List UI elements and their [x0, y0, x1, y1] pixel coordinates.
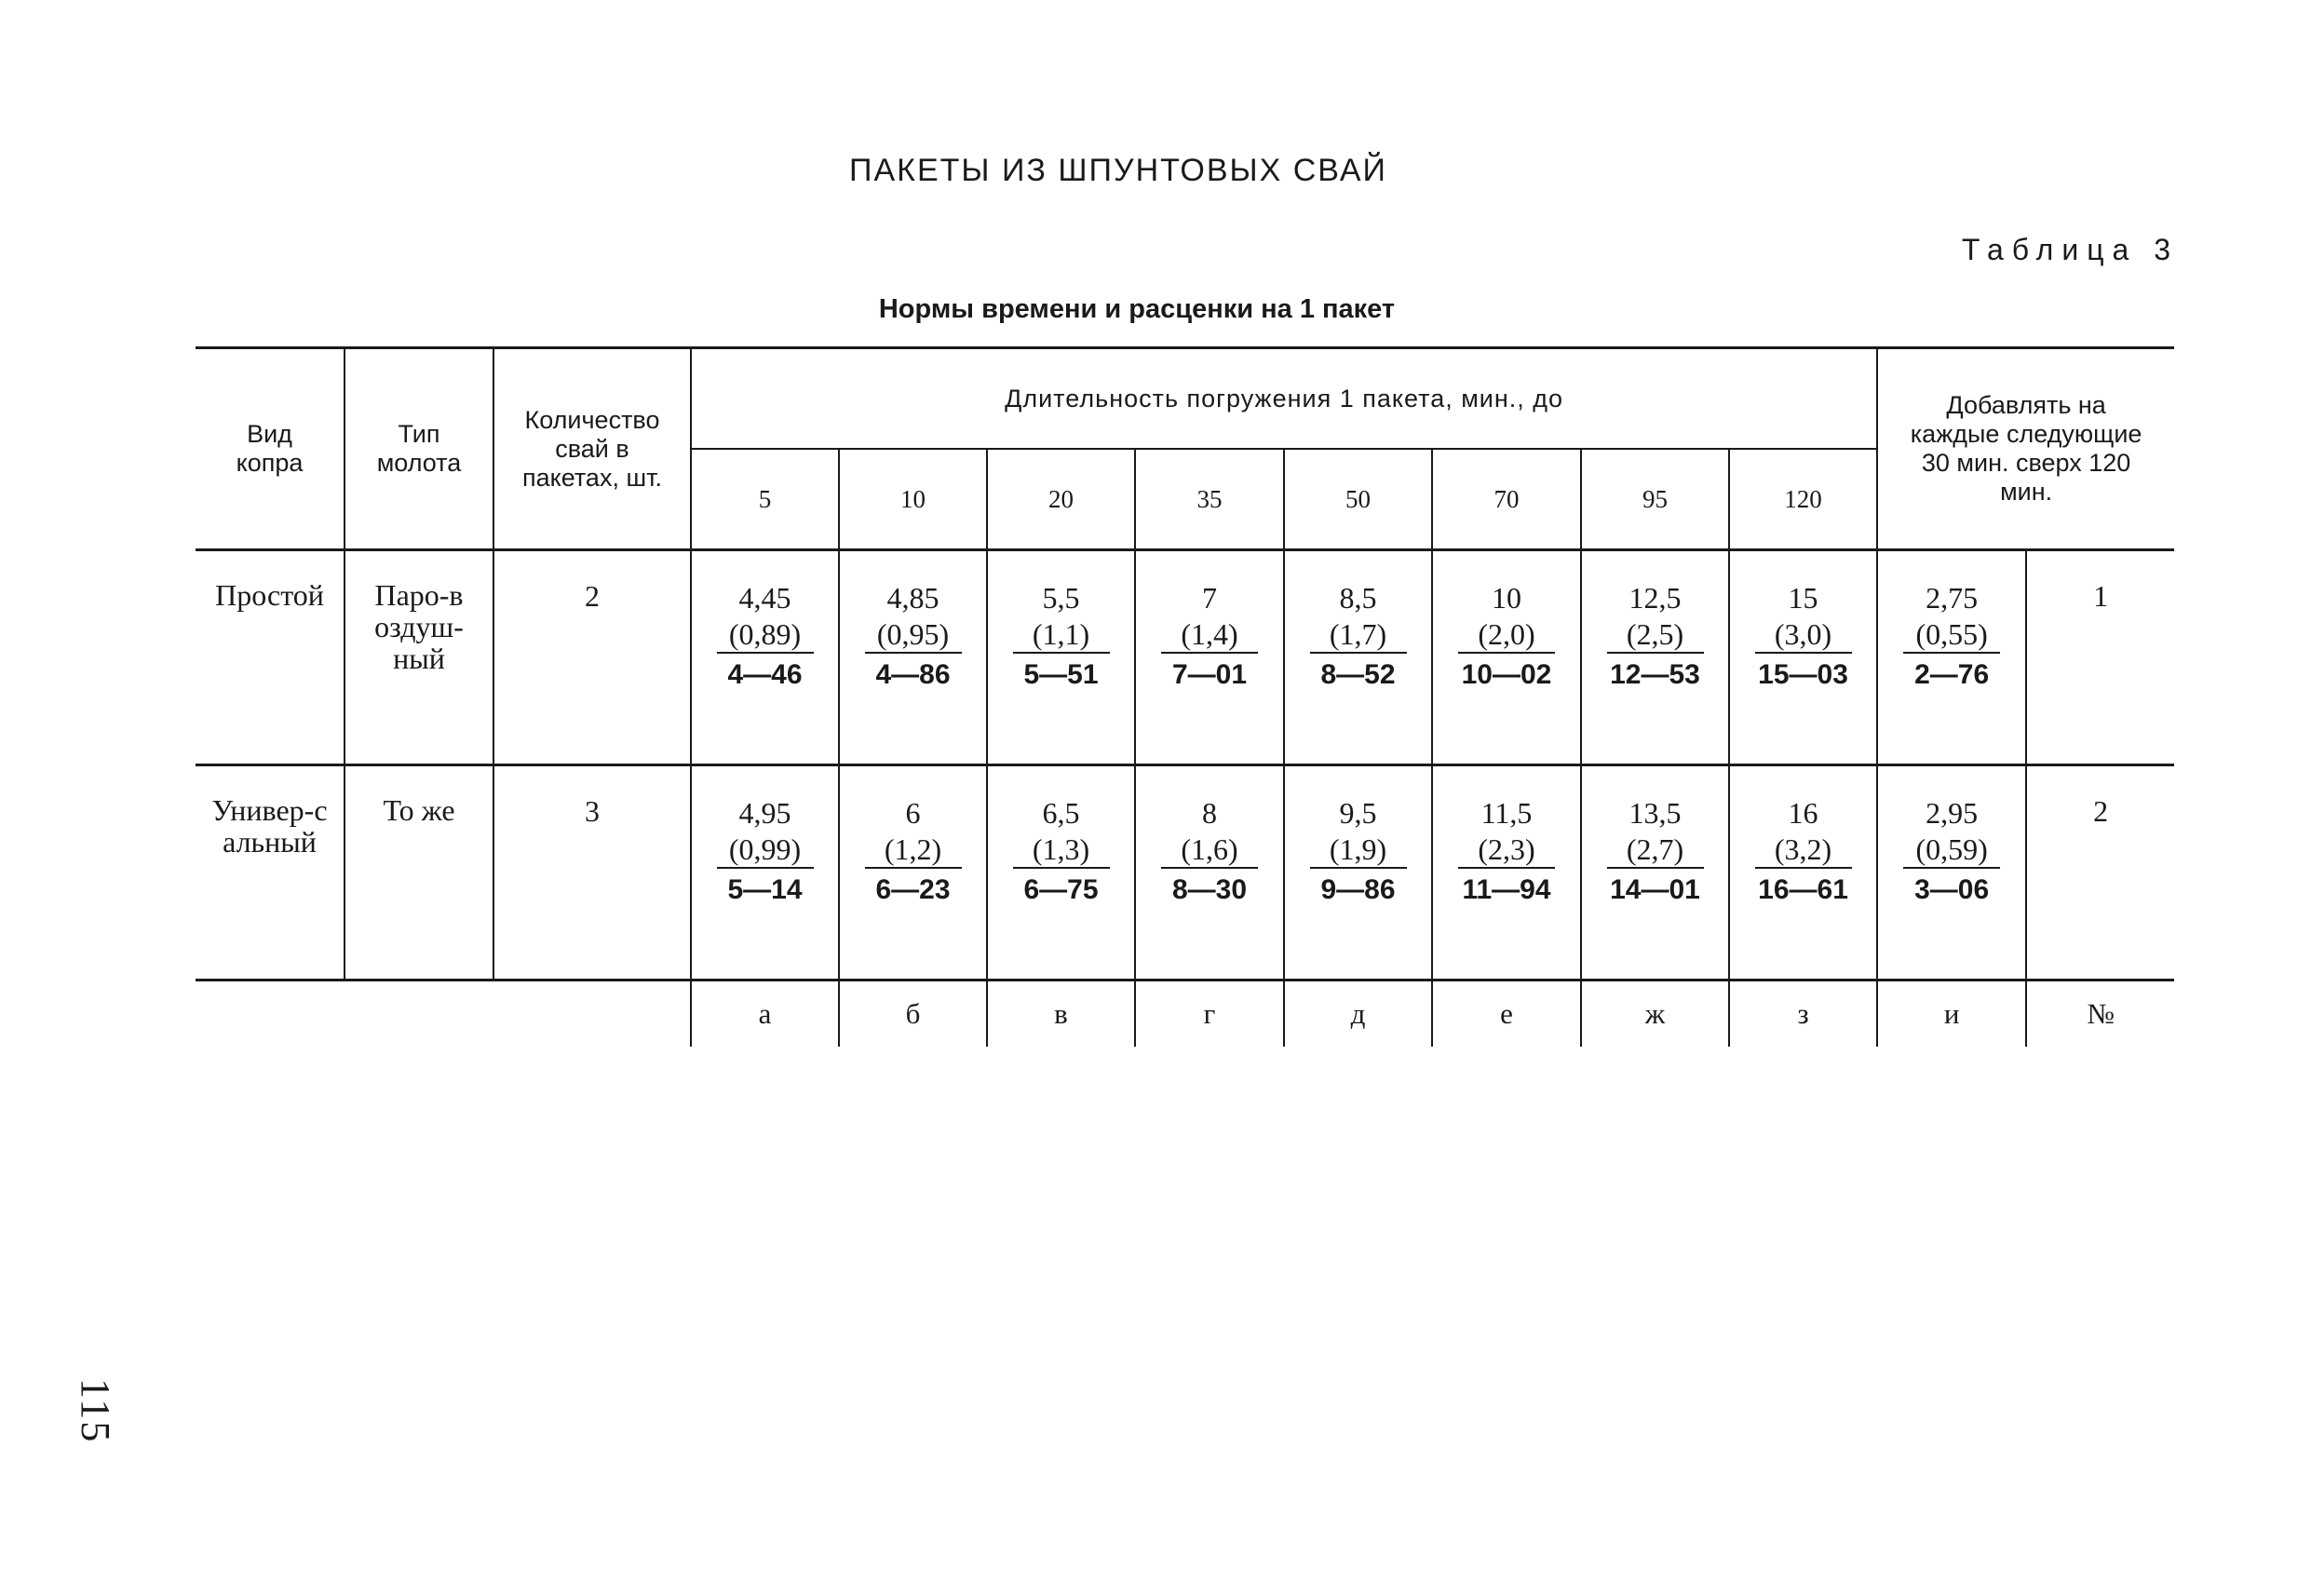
rate-cell [1432, 550, 1581, 765]
letters-spacer [196, 981, 691, 1048]
column-letter: ж [1581, 981, 1729, 1048]
norm-value: 6 [905, 796, 921, 830]
norm-value: 2,75 [1926, 581, 1979, 615]
rate-value: (1,2) [865, 832, 962, 869]
price-value: 4—46 [727, 659, 803, 690]
header-duration-0: 5 [691, 449, 839, 550]
rate-cell [1729, 765, 1877, 981]
price-value: 16—61 [1758, 874, 1848, 905]
price-value: 4—86 [875, 659, 951, 690]
rate-cell [1284, 765, 1432, 981]
rate-cell [1432, 765, 1581, 981]
norm-value: 12,5 [1629, 581, 1682, 615]
molota-label: Паро-воздуш-ный [374, 578, 464, 675]
table-row [196, 550, 2174, 765]
rate-value: (2,7) [1607, 832, 1704, 869]
row-number: 2 [2026, 765, 2174, 981]
rate-value: (0,59) [1903, 832, 2000, 869]
header-kolichestvo-label: Количество свай в пакетах, шт. [522, 405, 662, 492]
norm-value: 8,5 [1339, 581, 1377, 615]
price-value: 7—01 [1171, 659, 1248, 690]
rate-cell [1284, 550, 1432, 765]
price-value: 14—01 [1610, 874, 1700, 905]
column-letter: в [987, 981, 1135, 1048]
norm-value: 11,5 [1480, 796, 1533, 830]
rate-cell-add [1877, 765, 2026, 981]
rate-value: (1,1) [1013, 616, 1110, 654]
price-value: 12—53 [1610, 659, 1700, 690]
header-duration-3: 35 [1135, 449, 1284, 550]
header-molota [345, 348, 493, 550]
header-row [196, 348, 2174, 450]
rate-cell [839, 550, 987, 765]
table-label: Таблица 3 [1961, 233, 2179, 266]
rate-cell [691, 550, 839, 765]
norm-value: 5,5 [1042, 581, 1080, 615]
norm-value: 16 [1788, 796, 1818, 830]
column-letter: и [1877, 981, 2026, 1048]
norm-value: 4,85 [886, 581, 939, 615]
norm-value: 13,5 [1629, 796, 1682, 830]
rate-value: (0,99) [717, 832, 814, 869]
table-row [196, 765, 2174, 981]
price-value: 9—86 [1320, 874, 1396, 905]
rate-cell [1135, 550, 1284, 765]
rate-value: (1,9) [1310, 832, 1407, 869]
header-duration-group [691, 348, 1877, 450]
rate-cell [987, 765, 1135, 981]
page-number: 115 [73, 1378, 118, 1444]
price-value: 10—02 [1461, 659, 1552, 690]
header-duration-5: 70 [1432, 449, 1581, 550]
header-kolichestvo [493, 348, 691, 550]
norms-table [196, 346, 2174, 1047]
molota-cell [345, 550, 493, 765]
column-letters-row [196, 981, 2174, 1048]
rate-value: (3,0) [1755, 616, 1852, 654]
rate-value: (2,5) [1607, 616, 1704, 654]
column-letter: № [2026, 981, 2174, 1048]
molota-cell: То же [345, 765, 493, 981]
rate-value: (0,89) [717, 616, 814, 654]
header-add [1877, 348, 2174, 550]
norm-value: 4,45 [738, 581, 791, 615]
price-value: 11—94 [1462, 874, 1551, 905]
column-letter: а [691, 981, 839, 1048]
column-letter: д [1284, 981, 1432, 1048]
header-duration-label: Длительность погружения 1 пакета, мин., до [1005, 385, 1564, 413]
header-duration-1: 10 [839, 449, 987, 550]
column-letter: б [839, 981, 987, 1048]
rate-cell [839, 765, 987, 981]
rate-cell [1581, 765, 1729, 981]
price-value: 8—30 [1171, 874, 1248, 905]
rate-value: (2,3) [1458, 832, 1555, 869]
header-duration-2: 20 [987, 449, 1135, 550]
header-add-label: Добавлять на каждые следующие 30 мин. сверх 120 мин. [1910, 391, 2142, 506]
header-duration-6: 95 [1581, 449, 1729, 550]
header-molota-label: Тип молота [376, 420, 462, 477]
price-value: 6—75 [1023, 874, 1099, 905]
rate-value: (1,3) [1013, 832, 1110, 869]
rate-value: (3,2) [1755, 832, 1852, 869]
norm-value: 15 [1788, 581, 1818, 615]
price-value: 5—14 [727, 874, 803, 905]
rate-cell [1729, 550, 1877, 765]
norm-value: 6,5 [1042, 796, 1080, 830]
norm-value: 4,95 [738, 796, 791, 830]
column-letter: з [1729, 981, 1877, 1048]
norm-value: 9,5 [1339, 796, 1377, 830]
column-letter: г [1135, 981, 1284, 1048]
section-title: ПАКЕТЫ ИЗ ШПУНТОВЫХ СВАЙ [849, 153, 1387, 188]
norm-value: 8 [1202, 796, 1217, 830]
price-value: 2—76 [1914, 659, 1990, 690]
rate-cell-add [1877, 550, 2026, 765]
kolichestvo-cell: 3 [493, 765, 691, 981]
header-kopra-label: Вид копра [236, 420, 304, 477]
column-letter: е [1432, 981, 1581, 1048]
norm-value: 7 [1202, 581, 1217, 615]
rate-value: (0,55) [1903, 616, 2000, 654]
table-caption: Нормы времени и расценки на 1 пакет [878, 294, 1396, 324]
header-kopra [196, 348, 345, 550]
rate-value: (0,95) [865, 616, 962, 654]
rate-cell [1581, 550, 1729, 765]
rate-cell [1135, 765, 1284, 981]
rate-value: (1,7) [1310, 616, 1407, 654]
price-value: 3—06 [1914, 874, 1990, 905]
rate-value: (2,0) [1458, 616, 1555, 654]
kopra-cell [196, 765, 345, 981]
norm-value: 10 [1492, 581, 1521, 615]
header-duration-7: 120 [1729, 449, 1877, 550]
rate-value: (1,6) [1161, 832, 1258, 869]
rate-value: (1,4) [1161, 616, 1258, 654]
kolichestvo-cell: 2 [493, 550, 691, 765]
price-value: 8—52 [1320, 659, 1396, 690]
price-value: 5—51 [1023, 659, 1099, 690]
price-value: 15—03 [1758, 659, 1848, 690]
rate-cell [987, 550, 1135, 765]
kopra-cell: Простой [196, 550, 345, 765]
header-duration-4: 50 [1284, 449, 1432, 550]
kopra-label: Универ-сальный [211, 793, 328, 859]
price-value: 6—23 [875, 874, 951, 905]
norm-value: 2,95 [1926, 796, 1979, 830]
rate-cell [691, 765, 839, 981]
row-number: 1 [2026, 550, 2174, 765]
